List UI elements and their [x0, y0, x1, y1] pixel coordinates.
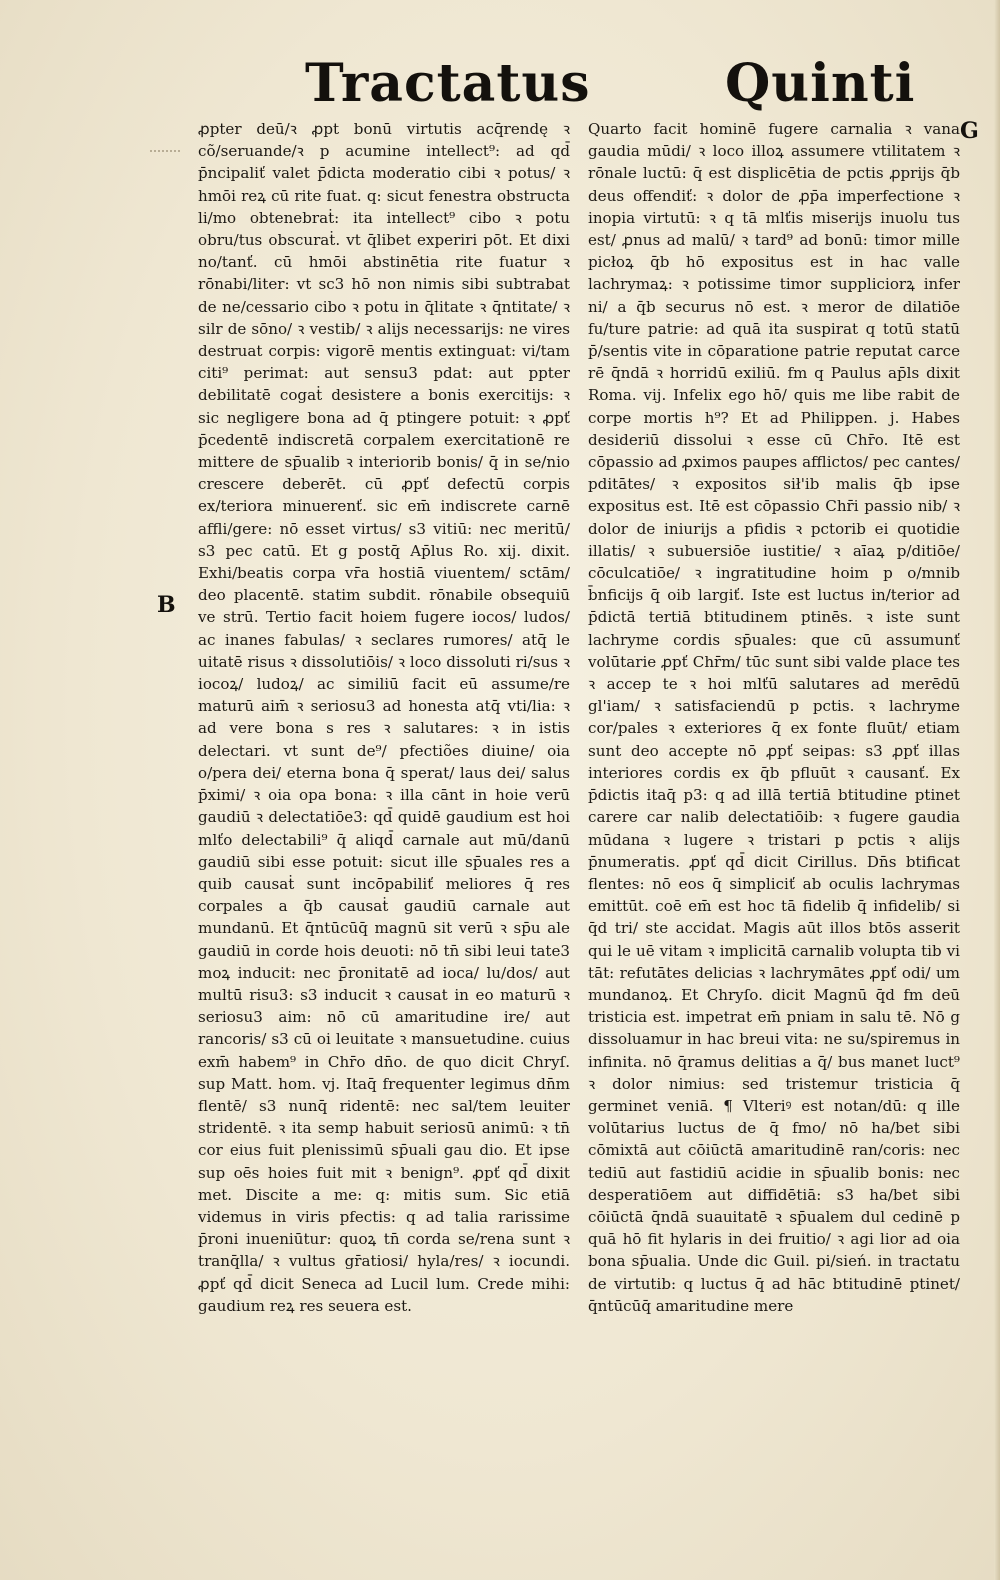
- text-column-left: [198, 118, 570, 1558]
- margin-letter-left: B: [157, 592, 176, 618]
- page-edge: [994, 0, 1000, 1580]
- column-left-text: ꝓpter deū/ꝛ ꝓpt bonū virtutis acq̄rendę ꝛ cõ/seruande/ꝛ p acumine intellect⁹: ad qd̄ p̄ncipaliť valet p̄dicta moderatio cibi ꝛ potus/ ꝛ hmōi reꝝ cū rite fuat. q: sicut fenestra obstructa li/mo obtenebraṫ: ita intellect⁹ cibo ꝛ potu obru/tus obscuraṫ. vt q̄libet experiri pōt. Et dixi no/tanť. cū hmōi abstinētia rite fuatur ꝛ rōnabi/liter: vt sc3 hō non nimis sibi subtrabat de ne/cessario cibo ꝛ potu in q̄litate ꝛ q̄ntitate/ ꝛ silr de sōno/ ꝛ vestib/ ꝛ alijs necessarijs: ne vires destruat corpis: vigorē mentis extinguat: vi/tam citi⁹ perimat: aut sensu3 pdat: aut ppter debilitatē cogaṫ desistere a bonis exercitijs: ꝛ sic negligere bona ad q̄ ptingere potuit: ꝛ ꝓpť p̄cedentē indiscretā corpalem exercitationē re mittere de sp̄ualib ꝛ interiorib bonis/ q̄ in se/nio crescere deberēt. cū ꝓpť defectū corpis ex/teriora minuerenť. sic em̄ indiscrete carnē affli/gere: nō esset virtus/ s3 vitiū: nec meritū/ s3 pec catū. Et g postq̄ Ap̄lus Ro. xij. dixit. Exhi/beatis corpa vr̄a hostiā viuentem/ sctām/ deo placentē. statim subdit. rōnabile obsequiū ve strū. Tertio facit hoiem fugere iocos/ ludos/ ac inanes fabulas/ ꝛ seclares rumores/ atq̄ le uitatē risus ꝛ dissolutiōis/ ꝛ loco dissoluti ri/sus ꝛ iocoꝝ/ ludoꝝ/ ac similiū facit eū assume/re maturū aim̄ ꝛ seriosu3 ad honesta atq̄ vti/lia: ꝛ ad vere bona s res ꝛ salutares: ꝛ in istis delectari. vt sunt de⁹/ pfectiões diuine/ oia o/pera dei/ eterna bona q̄ sperat/ laus dei/ salus p̄ximi/ ꝛ oia opa bona: ꝛ illa cānt in hoie verū gaudiū ꝛ delectatiōe3: qd̄ quidē gaudium est hoi mlťo delectabili⁹ q̄ aliqd̄ carnale aut mū/danū gaudiū sibi esse potuit: sicut ille sp̄uales res a quib causaṫ sunt incōpabiliť meliores q̄ res corpales a q̄b causaṫ gaudiū carnale aut mundanū. Et q̄ntūcūq̄ magnū sit verū ꝛ sp̄u ale gaudiū in corde hois deuoti: nō tn̄ sibi leui tate3 moꝝ inducit: nec p̄ronitatē ad ioca/ lu/dos/ aut multū risu3: s3 inducit ꝛ causat in eo maturū ꝛ seriosu3 aim: nō cū amaritudine ire/ aut rancoris/ s3 cū oi leuitate ꝛ mansuetudine. cuius exm̄ habem⁹ in Chr̄o dn̄o. de quo dicit Chryſ. sup Matt. hom. vj. Itaq̄ frequenter legimus dn̄m flentē/ s3 nunq̄ ridentē: nec sal/tem leuiter stridentē. ꝛ ita semp habuit seriosū animū: ꝛ tn̄ cor eius fuit plenissimū sp̄uali gau dio. Et ipse sup oēs hoies fuit mit ꝛ benign⁹. ꝓpť qd̄ dixit met. Discite a me: q: mitis sum. Sic etiā videmus in viris pfectis: q ad talia rarissime p̄roni inueniūtur: quoꝝ tn̄ corda se/rena sunt ꝛ tranq̄lla/ ꝛ vultus gr̄atiosi/ hyla/res/ ꝛ iocundi. ꝓpť qd̄ dicit Seneca ad Lucil lum. Crede mihi: gaudium reꝝ res seuera est.: [198, 120, 570, 1315]
- running-header-right: Quinti: [725, 53, 916, 114]
- running-header-left: Tractatus: [305, 53, 591, 114]
- text-column-right: [588, 118, 960, 1558]
- margin-dots: [150, 150, 180, 158]
- column-right-text: Quarto facit hominē fugere carnalia ꝛ vana gaudia mūdi/ ꝛ loco illoꝝ assumere vtilitatem ꝛ rōnale luctū: q̄ est displicētia de pctis ꝓprijs q̄b deus offendiť: ꝛ dolor de ꝓp̄a imperfectione ꝛ inopia virtutū: ꝛ q tā mlťis miserijs inuolu tus est/ ꝓnus ad malū/ ꝛ tard⁹ ad bonū: timor mille picłoꝝ q̄b hō expositus est in hac valle lachrymaꝝ: ꝛ potissime timor suppliciorꝝ infer ni/ a q̄b securus nō est. ꝛ meror de dilatiōe fu/ture patrie: ad quā ita suspirat q totū statū p̄/sentis vite in cōparatione patrie reputat carce rē q̄ndā ꝛ horridū exiliū. fm q Paulus ap̄ls dixit Roma. vij. Infelix ego hō/ quis me libe rabit de corpe mortis h⁹? Et ad Philippen. j. Habes desideriū dissolui ꝛ esse cū Chr̄o. Itē est cōpassio ad ꝓximos paupes afflictos/ pec cantes/ pditātes/ ꝛ expositos sił'ib malis q̄b ipse expositus est. Itē est cōpassio Chr̄i passio nib/ ꝛ dolor de iniurijs a pfidis ꝛ pctorib ei quotidie illatis/ ꝛ subuersiōe iustitie/ ꝛ aīaꝝ p/ditiōe/ cōculcatiōe/ ꝛ ingratitudine hoim p o/mnib b̄nficijs q̄ oib largiť. Iste est luctus in/terior ad p̄dictā tertiā btitudinem ptinēs. ꝛ iste sunt lachryme cordis sp̄uales: que cū assumunť volūtarie ꝓpť Chr̄m/ tūc sunt sibi valde place tes ꝛ accep te ꝛ hoi mlťū salutares ad merēdū gl'iam/ ꝛ satisfaciendū p pctis. ꝛ lachryme cor/pales ꝛ exteriores q̄ ex fonte fluūt/ etiam sunt deo accepte nō ꝓpť seipas: s3 ꝓpť illas interiores cordis ex q̄b pfluūt ꝛ causanť. Ex p̄dictis itaq̄ p3: q ad illā tertiā btitudine ptinet carere car nalib delectatiōib: ꝛ fugere gaudia mūdana ꝛ lugere ꝛ tristari p pctis ꝛ alijs p̄numeratis. ꝓpť qd̄ dicit Cirillus. Dn̄s btificat flentes: nō eos q̄ simpliciť ab oculis lachrymas emittūt. coē em̄ est hoc tā fidelib q̄ infidelib/ si q̄d tri/ ste accidat. Magis aūt illos btōs asserit qui le uē vitam ꝛ implicitā carnalib volupta tib vi tāt: refutātes delicias ꝛ lachrymātes ꝓpť odi/ um mundanoꝝ. Et Chryſo. dicit Magnū q̄d fm deū tristicia est. impetrat em̄ pniam in salu tē. Nō g dissoluamur in hac breui vita: ne su/spiremus in infinita. nō q̄ramus delitias a q̄/ bus manet luct⁹ ꝛ dolor nimius: sed tristemur tristicia q̄ germinet veniā. ¶ Vlteriꝰ est notan/dū: q ille volūtarius luctus de q̄ fmo/ nō ha/bet sibi cōmixtā aut cōiūctā amaritudinē ran/coris: nec tediū aut fastidiū acidie in sp̄ualib bonis: nec desperatiōem aut diffidētiā: s3 ha/bet sibi cōiūctā q̄ndā suauitatē ꝛ sp̄ualem dul cedinē p quā hō fit hylaris in dei fruitio/ ꝛ agi lior ad oia bona sp̄ualia. Unde dic Guil. pi/sień. in tractatu de virtutib: q luctus q̄ ad hāc btitudinē ptinet/ q̄ntūcūq̄ amaritudine mere: [588, 120, 960, 1315]
- margin-letter-right: G: [960, 118, 979, 144]
